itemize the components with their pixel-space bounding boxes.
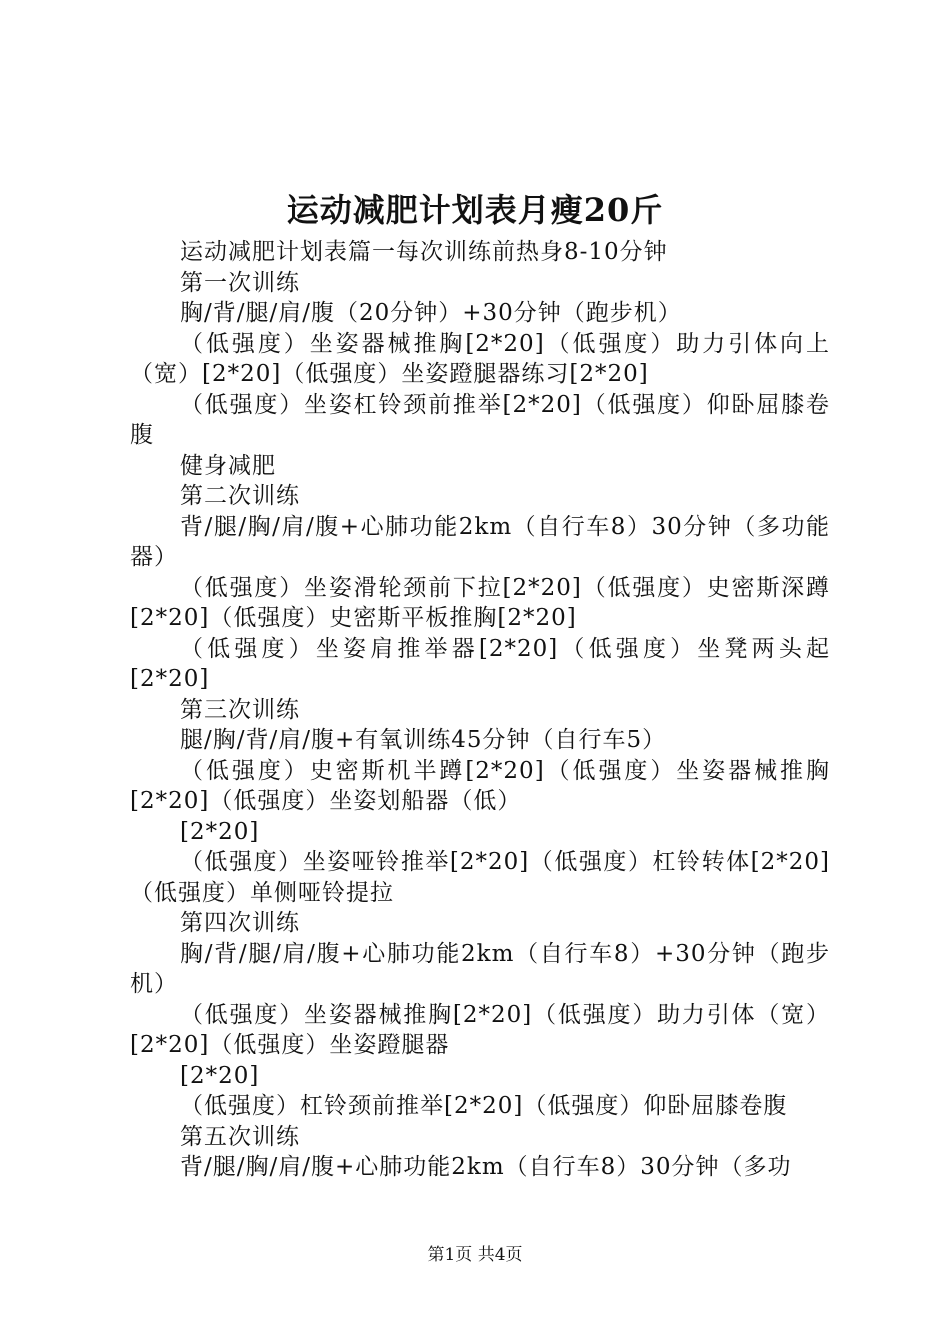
paragraph: 运动减肥计划表篇一每次训练前热身8-10分钟 [180,239,668,265]
paragraph: 第三次训练 [180,696,300,723]
paragraph: 第五次训练 [180,1123,300,1150]
paragraph: （低强度）坐姿器械推胸[2*20]（低强度）助力引体向上（宽）[2*20]（低强度）坐姿蹬腿器练习[2*20] [130,330,830,387]
paragraph: 胸/背/腿/肩/腹+心肺功能2km（自行车8）+30分钟（跑步机） [130,940,830,997]
paragraph: （低强度）坐姿杠铃颈前推举[2*20]（低强度）仰卧屈膝卷腹 [130,391,830,448]
paragraph: 腿/胸/背/肩/腹+有氧训练45分钟（自行车5） [180,727,667,753]
paragraph: （低强度）坐姿哑铃推举[2*20]（低强度）杠铃转体[2*20]（低强度）单侧哑铃提拉 [130,849,830,906]
paragraph: （低强度）坐姿器械推胸[2*20]（低强度）助力引体（宽）[2*20]（低强度）坐姿蹬腿器 [130,1001,830,1058]
paragraph: 第四次训练 [180,910,300,936]
paragraph: [2*20] [180,818,260,845]
paragraph: 第二次训练 [180,483,300,509]
paragraph: （低强度）坐姿肩推举器[2*20]（低强度）坐凳两头起[2*20] [130,635,830,692]
paragraph: 背/腿/胸/肩/腹+心肺功能2km（自行车8）30分钟（多功 [180,1154,792,1180]
paragraph: （低强度）坐姿滑轮颈前下拉[2*20]（低强度）史密斯深蹲[2*20]（低强度）史密斯平板推胸[2*20] [130,574,830,631]
document-body [130,237,830,1183]
document-title: 运动减肥计划表月瘦20斤 [286,191,664,229]
paragraph: [2*20] [180,1062,260,1089]
paragraph: 胸/背/腿/肩/腹（20分钟）+30分钟（跑步机） [180,300,682,326]
paragraph: （低强度）史密斯机半蹲[2*20]（低强度）坐姿器械推胸[2*20]（低强度）坐姿划船器（低） [130,757,830,814]
page-footer: 第1页 共4页 [427,1245,523,1265]
paragraph: 健身减肥 [180,452,276,479]
paragraph: （低强度）杠铃颈前推举[2*20]（低强度）仰卧屈膝卷腹 [180,1093,788,1119]
paragraph: 第一次训练 [180,269,300,296]
paragraph: 背/腿/胸/肩/腹+心肺功能2km（自行车8）30分钟（多功能器） [130,513,830,570]
